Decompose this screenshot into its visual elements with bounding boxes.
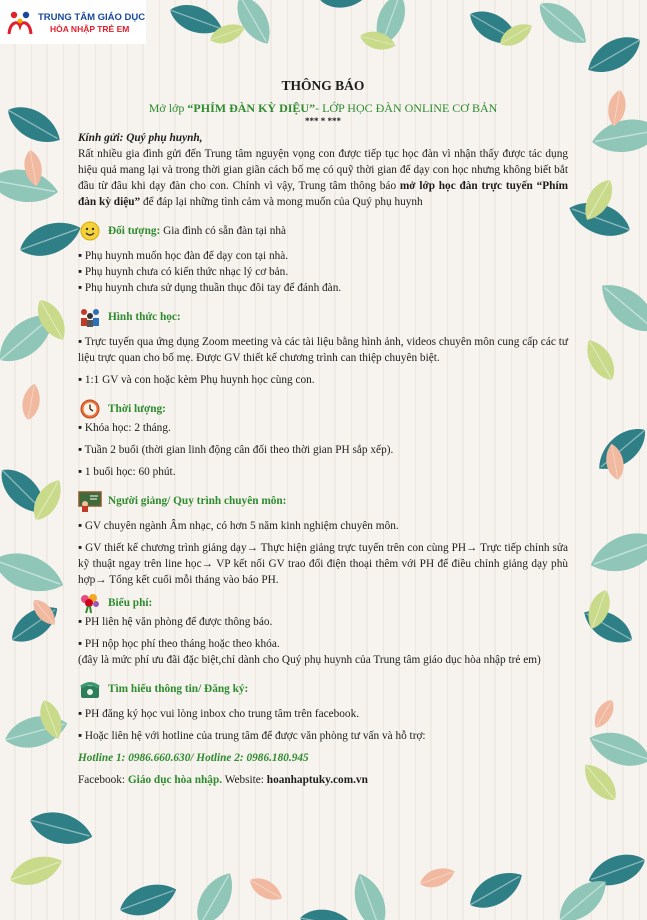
target-value: Gia đình có sẵn đàn tại nhà [160,225,287,237]
subtitle-prefix: Mở lớp [148,101,188,115]
target-item: ▪ Phụ huynh chưa có kiến thức nhạc lý cơ bản. [78,266,289,278]
notice-title: THÔNG BÁO [281,78,365,93]
intro-bold: mở lớp học đàn trực tuyến “Phím đàn kỳ diệu” [78,180,568,208]
facebook-page[interactable]: Giáo dục hòa nhập. [127,774,223,786]
teacher-label: Người giảng/ Quy trình chuyên môn: [108,495,287,507]
notice-content [78,78,568,788]
section-format [78,306,568,388]
section-fees [78,592,568,668]
telephone-icon [78,678,102,700]
fees-item: ▪ PH liên hệ văn phòng để được thông báo. [78,616,273,628]
contact-item: ▪ PH đăng ký học vui lòng inbox cho trung tâm trên facebook. [78,708,360,720]
format-item: ▪ 1:1 GV và con hoặc kèm Phụ huynh học cùng con. [78,374,315,386]
logo-line-1: TRUNG TÂM GIÁO DỤC [38,12,146,23]
section-contact [78,678,568,788]
target-item: ▪ Phụ huynh chưa sử dụng thuần thục đôi tay để đánh đàn. [78,282,342,294]
target-item: ▪ Phụ huynh muốn học đàn để dạy con tại nhà. [78,250,289,262]
intro-part-1: Rất nhiều gia đình gửi đến Trung tâm nguyện vọng con được tiếp tục học đàn vì nhận thấy được tác dụng hiệu quả mang lại và trong thời gian giãn cách bố mẹ có quỹ thời gian để dạy con học nhưng không biết bắt đầu từ đâu khi dạy đàn cho con. Chính vì vậy, Trung tâm thông báo [78,148,568,192]
social-links [78,772,568,788]
facebook-label: Facebook: [78,774,128,786]
section-teacher [78,490,568,588]
greeting: Kính gửi: Quý phụ huynh, [78,132,203,144]
teacher-board-icon [78,490,102,512]
intro-paragraph [78,146,568,210]
duration-label: Thời lượng: [108,403,166,415]
teacher-item: ▪ GV chuyên ngành Âm nhạc, có hơn 5 năm kinh nghiệm chuyên môn. [78,520,399,532]
teacher-item: ▪ GV thiết kế chương trình giảng dạy→ Thực hiện giảng trực tuyến trên con cùng PH→ Trực tiếp chỉnh sửa kỹ thuật ngay trên line học→ VP kết nối GV trao đổi điện thoại thêm với PH để điều chỉnh giảng dạy phù hợp→ Tổng kết cuối mỗi tháng vào báo PH. [78,542,568,586]
people-group-icon [78,306,102,328]
logo-line-2: HÒA NHẬP TRẺ EM [50,24,130,34]
intro-part-2: để đáp lại những tình cảm và mong muốn của Quý phụ huynh [140,196,423,208]
website-label: Website: [222,774,267,786]
website-link[interactable]: hoanhaptuky.com.vn [266,774,368,786]
target-label: Đối tượng: [108,225,161,237]
duration-item: ▪ Khóa học: 2 tháng. [78,422,171,434]
notice-subtitle [78,100,568,116]
duration-item: ▪ Tuần 2 buổi (thời gian linh động cân đối theo thời gian PH sắp xếp). [78,444,394,456]
fees-label: Biểu phí: [108,597,153,609]
center-logo [0,0,146,44]
fees-note: (đây là mức phí ưu đãi đặc biệt,chỉ dành cho Quý phụ huynh của Trung tâm giáo dục hòa nhập trẻ em) [78,654,541,666]
section-duration [78,398,568,480]
contact-item: ▪ Hoặc liên hệ với hotline của trung tâm để được văn phòng tư vấn và hỗ trợ: [78,730,426,742]
clock-icon [78,398,102,420]
subtitle-suffix: - LỚP HỌC ĐÀN ONLINE CƠ BẢN [315,101,498,115]
smiley-icon [78,220,102,242]
flower-bouquet-icon [78,592,102,614]
subtitle-class-name: “PHÍM ĐÀN KỲ DIỆU” [187,101,316,115]
format-label: Hình thức học: [108,311,181,323]
logo-people-icon [6,8,34,36]
fees-item: ▪ PH nộp học phí theo tháng hoặc theo khóa. [78,638,280,650]
contact-label: Tìm hiểu thông tin/ Đăng ký: [108,683,249,695]
duration-item: ▪ 1 buổi học: 60 phút. [78,466,176,478]
stars-divider: *** * *** [305,116,341,126]
hotline-numbers: Hotline 1: 0986.660.630/ Hotline 2: 0986.180.945 [78,752,309,764]
section-target [78,220,568,296]
format-item: ▪ Trực tuyến qua ứng dụng Zoom meeting và các tài liệu bằng hình ảnh, videos chuyên môn cung cấp các tư liệu trực quan cho bố mẹ. Được GV thiết kế chương trình can thiệp chuyên biệt. [78,336,568,364]
